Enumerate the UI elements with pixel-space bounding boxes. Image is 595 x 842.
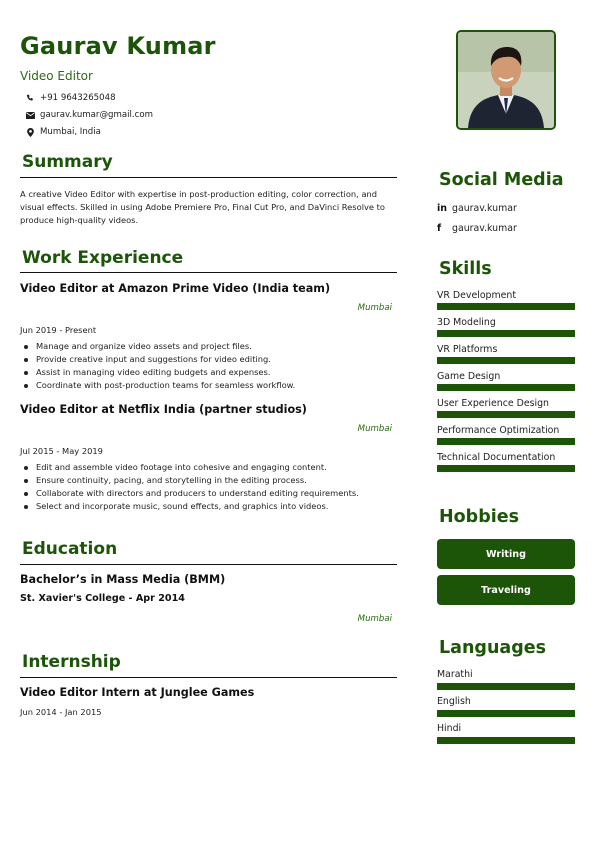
contact-email <box>20 110 153 120</box>
job-title: Video Editor at Netflix India (partner studios) <box>20 403 307 416</box>
job-bullet: Ensure continuity, pacing, and storytelling in the editing process. <box>20 474 397 487</box>
mail-icon <box>20 112 40 119</box>
job-bullet: Assist in managing video editing budgets and expenses. <box>20 366 397 379</box>
skill-bar <box>437 330 575 337</box>
skill-label: Technical Documentation <box>437 452 556 463</box>
internship-role: Video Editor Intern at Junglee Games <box>20 686 255 699</box>
job-bullet: Select and incorporate music, sound effects, and graphics into videos. <box>20 500 397 513</box>
summary-divider <box>20 177 397 178</box>
job-location: Mumbai <box>357 424 392 434</box>
social-item-facebook[interactable] <box>437 223 517 234</box>
linkedin-icon: in <box>437 203 448 214</box>
skill-bar <box>437 357 575 364</box>
language-bar <box>437 710 575 717</box>
skill-bar <box>437 384 575 391</box>
language-label: Marathi <box>437 669 473 680</box>
education-degree: Bachelor’s in Mass Media (BMM) <box>20 573 226 586</box>
email-text[interactable]: gaurav.kumar@gmail.com <box>40 110 153 120</box>
skill-label: Game Design <box>437 371 501 382</box>
skill-label: VR Development <box>437 290 517 301</box>
job-bullets <box>20 340 397 392</box>
summary-heading: Summary <box>22 152 113 172</box>
skill-label: User Experience Design <box>437 398 549 409</box>
job-dates: Jun 2019 - Present <box>20 325 97 335</box>
job-bullet: Provide creative input and suggestions for video editing. <box>20 353 397 366</box>
candidate-name: Gaurav Kumar <box>20 32 216 60</box>
social-item-linkedin[interactable] <box>437 203 517 214</box>
internship-heading: Internship <box>22 652 121 672</box>
facebook-icon: f <box>437 223 442 234</box>
skill-bar <box>437 438 575 445</box>
language-bar <box>437 683 575 690</box>
contact-phone <box>20 93 116 103</box>
language-bar <box>437 737 575 744</box>
job-bullet: Coordinate with post-production teams for seamless workflow. <box>20 379 397 392</box>
profile-photo-illustration <box>458 32 554 128</box>
profile-photo <box>456 30 556 130</box>
social-label: gaurav.kumar <box>452 223 517 234</box>
summary-text: A creative Video Editor with expertise in post-production editing, color correction, and visual effects. Skilled in using Adobe Premiere Pro, Final Cut Pro, and DaVinci Resolve to produce high-quality videos. <box>20 189 385 225</box>
languages-heading: Languages <box>439 638 547 658</box>
skill-bar-fill <box>437 330 575 337</box>
location-text: Mumbai, India <box>40 127 101 137</box>
phone-text: +91 9643265048 <box>40 93 116 103</box>
skill-bar-fill <box>437 465 575 472</box>
job-title: Video Editor at Amazon Prime Video (India team) <box>20 282 331 295</box>
internship-divider <box>20 677 397 678</box>
social-label: gaurav.kumar <box>452 203 517 214</box>
skills-heading: Skills <box>439 259 492 279</box>
job-bullet: Manage and organize video assets and project files. <box>20 340 397 353</box>
work-divider <box>20 272 397 273</box>
job-bullet: Collaborate with directors and producers to understand editing requirements. <box>20 487 397 500</box>
hobby-badge: Traveling <box>437 575 575 605</box>
skill-bar-fill <box>437 411 575 418</box>
skill-label: VR Platforms <box>437 344 498 355</box>
language-label: English <box>437 696 471 707</box>
social-heading: Social Media <box>439 170 564 190</box>
work-heading: Work Experience <box>22 248 184 268</box>
phone-icon <box>20 94 40 102</box>
skill-label: 3D Modeling <box>437 317 496 328</box>
language-bar-fill <box>437 710 575 717</box>
education-divider <box>20 564 397 565</box>
skill-bar-fill <box>437 384 575 391</box>
location-pin-icon <box>20 128 40 137</box>
contact-location <box>20 127 101 137</box>
language-bar-fill <box>437 737 575 744</box>
education-heading: Education <box>22 539 118 559</box>
language-label: Hindi <box>437 723 462 734</box>
education-school: St. Xavier's College - Apr 2014 <box>20 593 185 604</box>
language-bar-fill <box>437 683 575 690</box>
skill-bar <box>437 465 575 472</box>
skill-bar <box>437 411 575 418</box>
job-dates: Jul 2015 - May 2019 <box>20 446 103 456</box>
hobbies-heading: Hobbies <box>439 507 520 527</box>
candidate-role: Video Editor <box>20 69 93 83</box>
skill-label: Performance Optimization <box>437 425 560 436</box>
education-location: Mumbai <box>357 614 392 624</box>
internship-dates: Jun 2014 - Jan 2015 <box>20 707 102 717</box>
hobby-badge: Writing <box>437 539 575 569</box>
job-bullet: Edit and assemble video footage into cohesive and engaging content. <box>20 461 397 474</box>
skill-bar-fill <box>437 303 575 310</box>
skill-bar-fill <box>437 357 575 364</box>
skill-bar <box>437 303 575 310</box>
job-location: Mumbai <box>357 303 392 313</box>
skill-bar-fill <box>437 438 575 445</box>
job-bullets <box>20 461 397 513</box>
